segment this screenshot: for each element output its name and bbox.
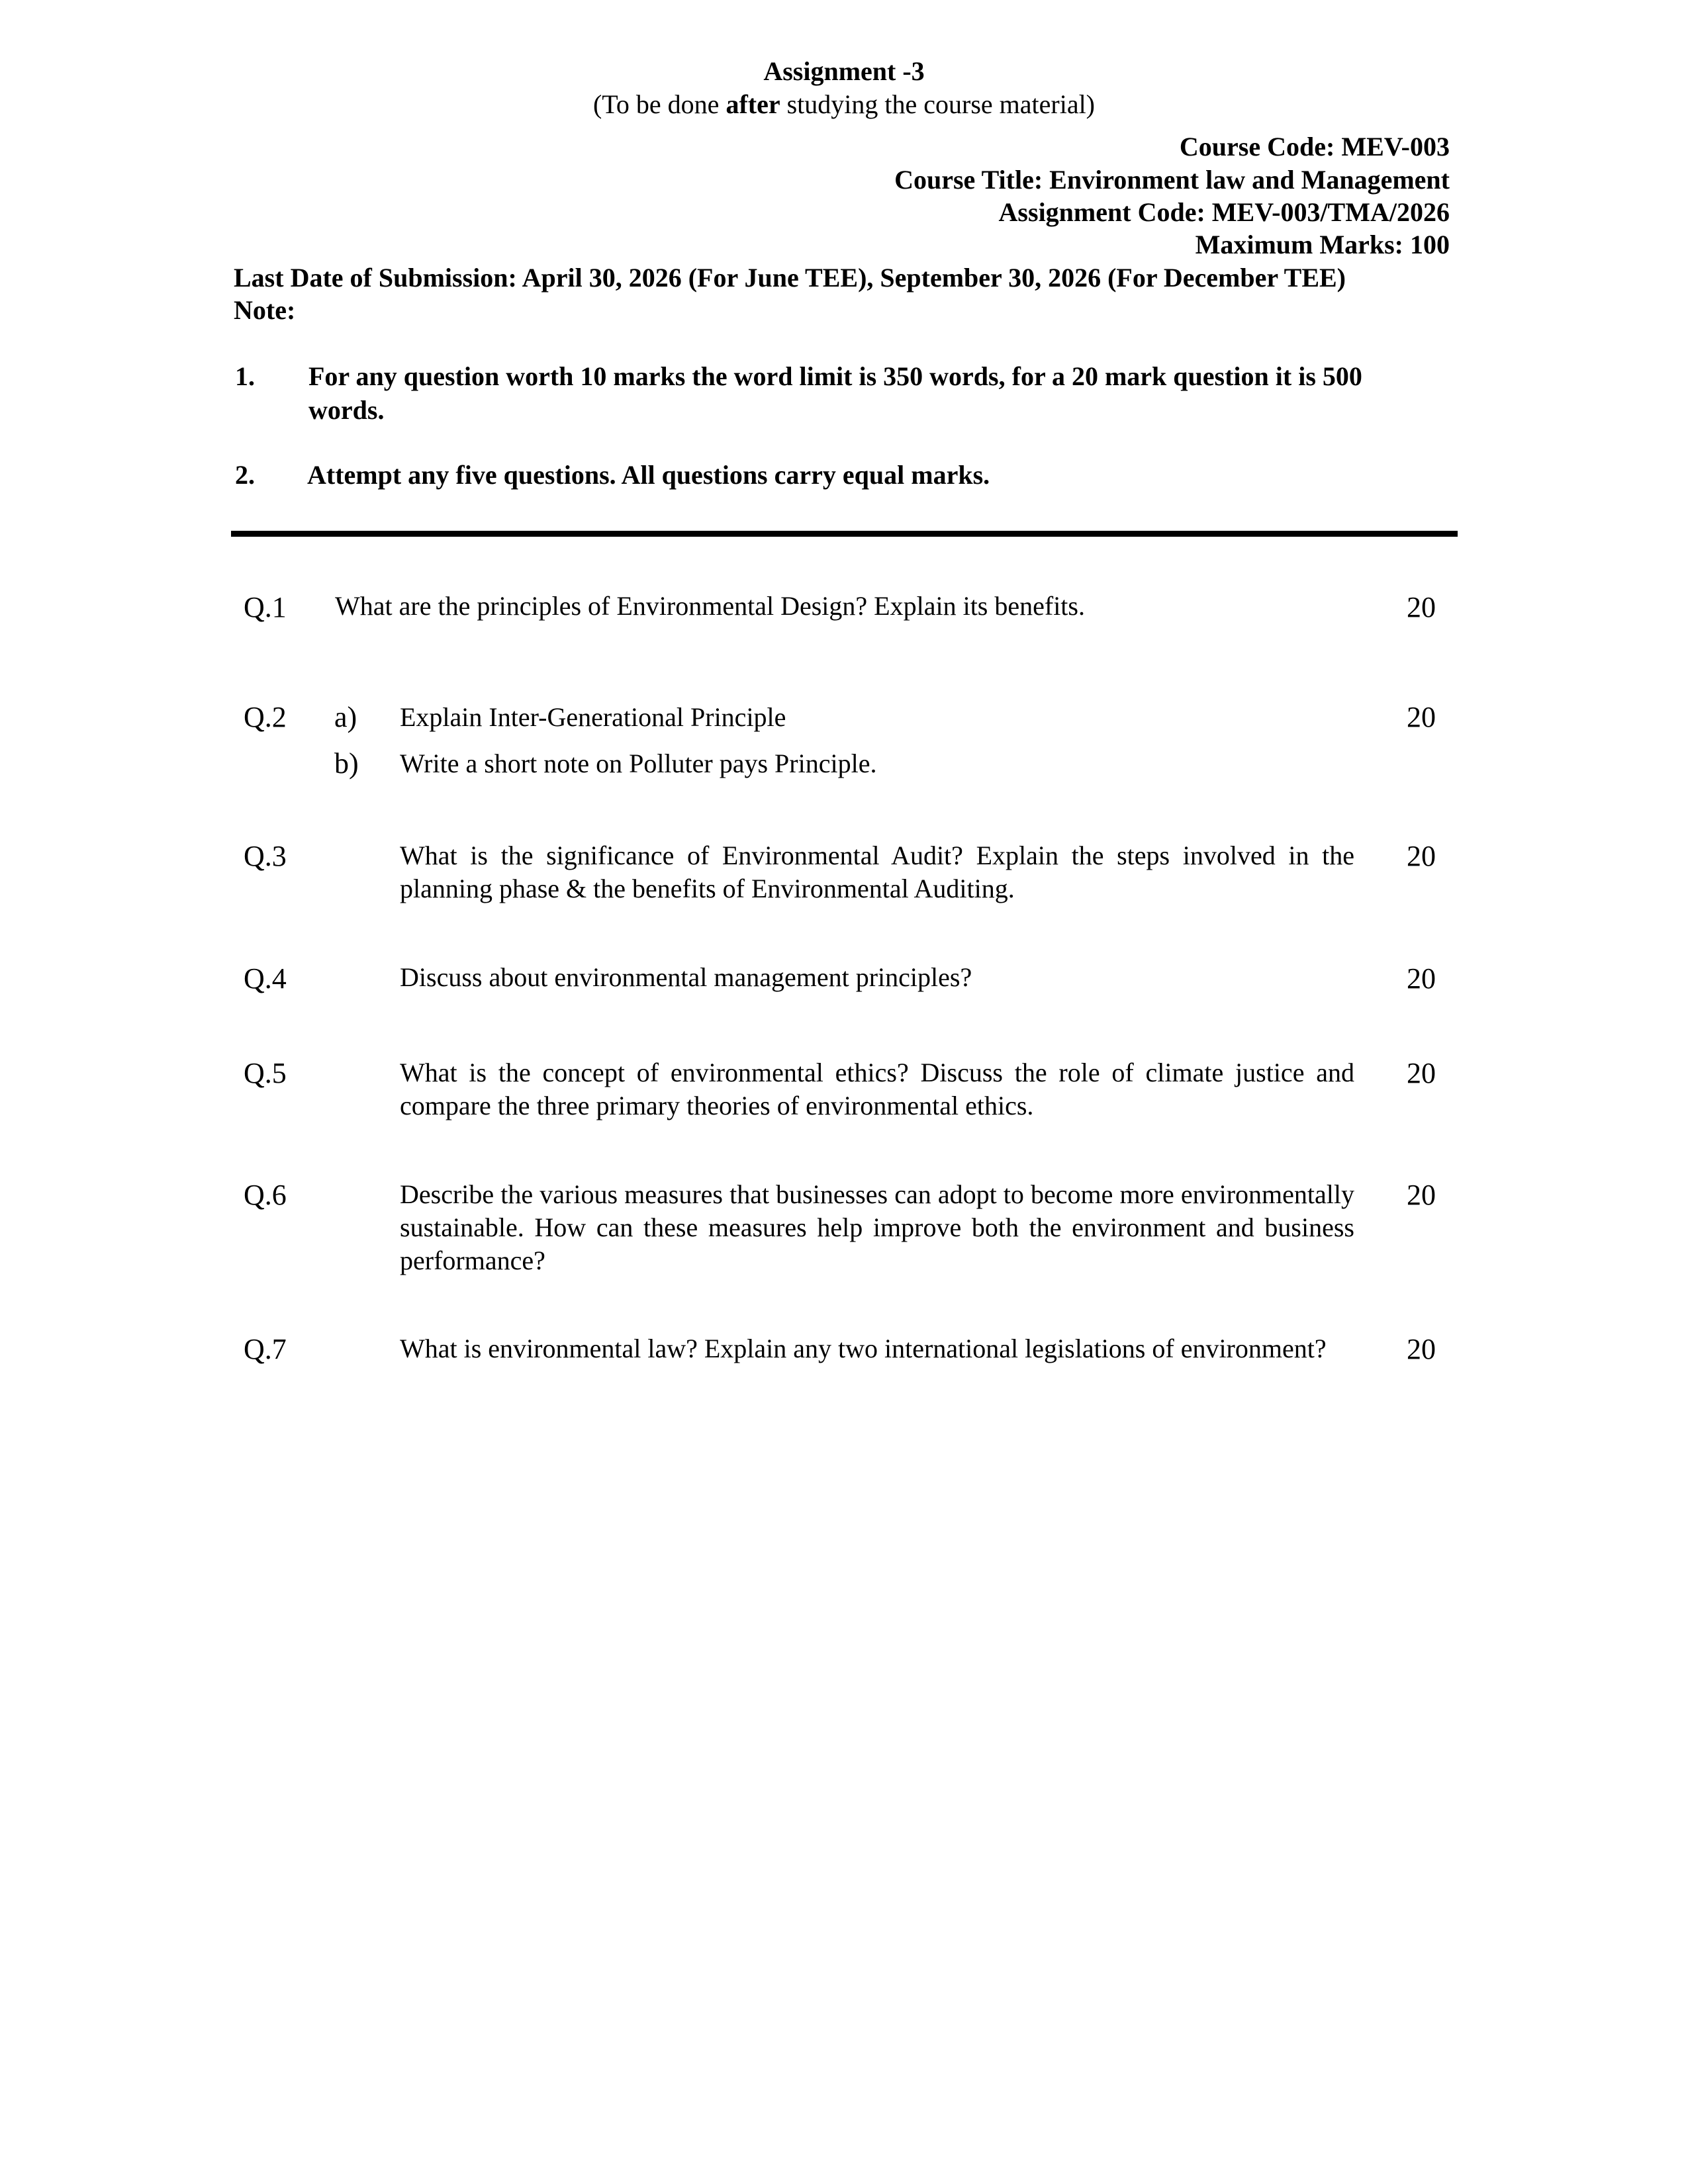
course-code: Course Code: MEV-003 [1179,132,1450,161]
question-text: Discuss about environmental management principles? [400,962,972,992]
max-marks: Maximum Marks: 100 [1195,230,1450,259]
question-number: Q.3 [244,840,287,872]
question-text: What are the principles of Environmental Design? Explain its benefits. [335,591,1085,621]
assignment-subtitle [0,89,1688,120]
question-marks: 20 [1407,840,1436,872]
question-text: What is environmental law? Explain any two international legislations of environment? [400,1334,1327,1363]
note-1-number: 1. [235,361,255,391]
last-date: Last Date of Submission: April 30, 2026 (For June TEE), September 30, 2026 (For December TEE) [234,263,1346,293]
assignment-title: Assignment -3 [763,56,925,86]
subtitle-bold: after [726,89,780,119]
note-2-number: 2. [235,460,255,490]
question-text: Describe the various measures that businesses can adopt to become more environmentally sustainable. How can these measures help improve both the environment and business performance? [400,1179,1354,1275]
question-marks: 20 [1407,1179,1436,1211]
note-1-line-2: words. [308,395,385,425]
subpart-text: Explain Inter-Generational Principle [400,702,786,732]
question-marks: 20 [1407,591,1436,623]
question-marks: 20 [1407,701,1436,733]
question-number: Q.1 [244,591,287,623]
subtitle-pre: (To be done [592,89,726,119]
question-marks: 20 [1407,1333,1436,1365]
subpart-text: Write a short note on Polluter pays Principle. [400,749,877,778]
course-title: Course Title: Environment law and Management [894,165,1450,195]
question-number: Q.6 [244,1179,287,1211]
subpart-label: a) [334,701,357,733]
question-marks: 20 [1407,962,1436,995]
note-2-text: Attempt any five questions. All questions carry equal marks. [307,460,990,490]
assignment-code: Assignment Code: MEV-003/TMA/2026 [998,197,1450,227]
subpart-label: b) [334,747,359,780]
question-number: Q.7 [244,1333,287,1365]
question-marks: 20 [1407,1057,1436,1089]
divider-rule [231,531,1458,537]
subtitle-post: studying the course material) [780,89,1096,119]
question-text: What is the concept of environmental ethics? Discuss the role of climate justice and compare the three primary theories of environmental ethics. [400,1058,1354,1120]
note-1-line-1: For any question worth 10 marks the word limit is 350 words, for a 20 mark question it is 500 [308,361,1362,391]
question-number: Q.4 [244,962,287,995]
question-text: What is the significance of Environmental Audit? Explain the steps involved in the planning phase & the benefits of Environmental Auditing. [400,841,1354,903]
question-number: Q.5 [244,1057,287,1089]
note-label: Note: [234,295,296,325]
question-number: Q.2 [244,701,287,733]
